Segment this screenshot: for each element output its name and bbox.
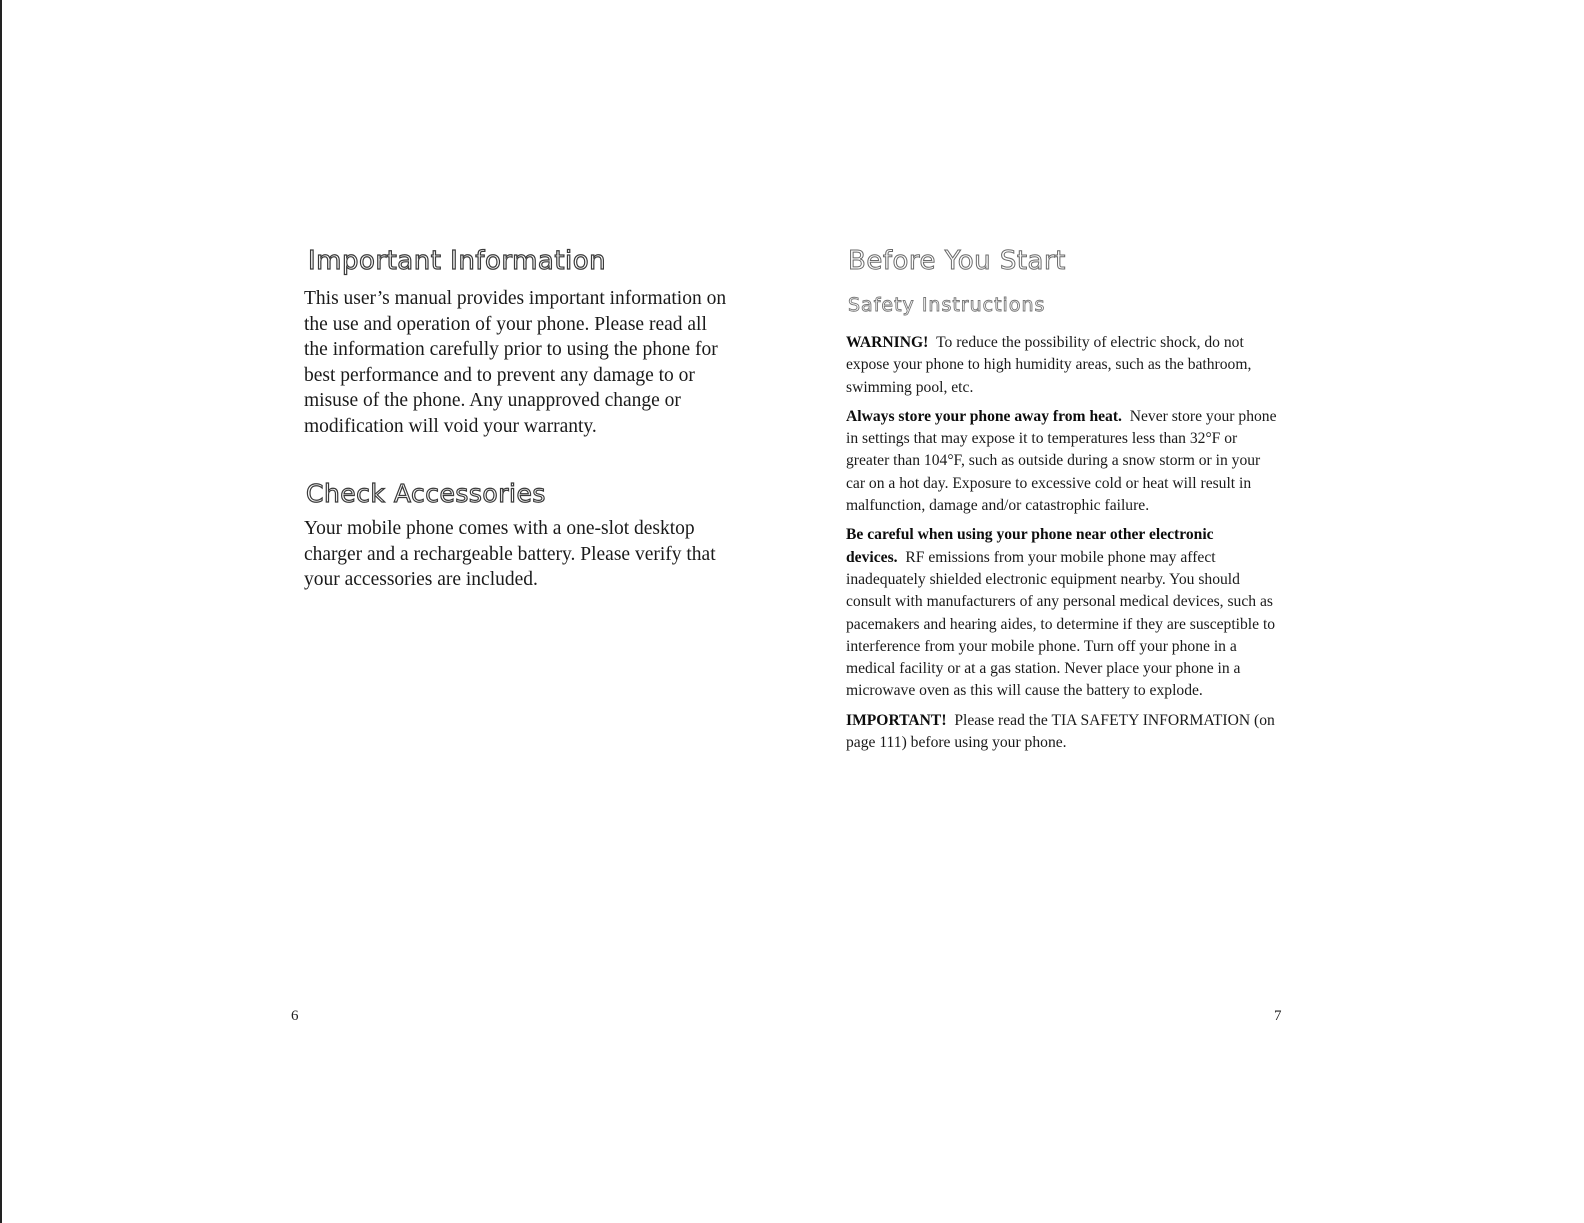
check-accessories-heading: Check Accessories bbox=[306, 479, 546, 508]
important-lead: IMPORTANT! bbox=[846, 711, 947, 729]
heat-paragraph bbox=[846, 406, 1278, 517]
warning-paragraph bbox=[846, 332, 1278, 399]
electronic-devices-text: RF emissions from your mobile phone may affect inadequately shielded electronic equipment nearby. You should consult with manufacturers of any personal medical devices, such as pacemakers and hearing aides, to determine if they are susceptible to interference from your mobile phone. Turn off your phone in a medical facility or at a gas station. Never place your phone in a microwave oven as this will cause the battery to explode. bbox=[846, 548, 1276, 700]
electronic-devices-lead: Be careful when using your phone near other electronic devices. bbox=[846, 526, 1214, 566]
page-number-right: 7 bbox=[1274, 1008, 1282, 1024]
heat-text: Never store your phone in settings that may expose it to temperatures less than 32°F or greater than 104°F, such as outside during a snow storm or in your car on a hot day. Exposure to excessive cold or heat will result in malfunction, damage and/or catastrophic failure. bbox=[846, 407, 1277, 515]
heat-lead: Always store your phone away from heat. bbox=[846, 407, 1122, 425]
electronic-devices-paragraph bbox=[846, 524, 1278, 702]
important-text: Please read the TIA SAFETY INFORMATION (on page 111) before using your phone. bbox=[846, 711, 1275, 752]
safety-instructions-subheading: Safety Instructions bbox=[848, 294, 1046, 316]
important-paragraph bbox=[846, 710, 1278, 755]
before-you-start-heading: Before You Start bbox=[848, 246, 1066, 276]
important-information-text: This user’s manual provides important information on the use and operation of your phone. Please read all the information carefully prior to using the phone for best performance and to prevent any damage to or misuse of the phone. Any unapproved change or modification will void your warranty. bbox=[304, 288, 727, 437]
warning-lead: WARNING! bbox=[846, 334, 929, 351]
safety-instructions-block bbox=[846, 332, 1278, 761]
check-accessories-text: Your mobile phone comes with a one-slot desktop charger and a rechargeable battery. Please verify that your accessories are included. bbox=[304, 518, 716, 590]
important-information-heading: Important Information bbox=[308, 246, 607, 276]
page-number-left: 6 bbox=[291, 1008, 299, 1024]
warning-text: To reduce the possibility of electric shock, do not expose your phone to high humidity areas, such as the bathroom, swimming pool, etc. bbox=[846, 334, 1252, 396]
right-page bbox=[792, 0, 1584, 1223]
